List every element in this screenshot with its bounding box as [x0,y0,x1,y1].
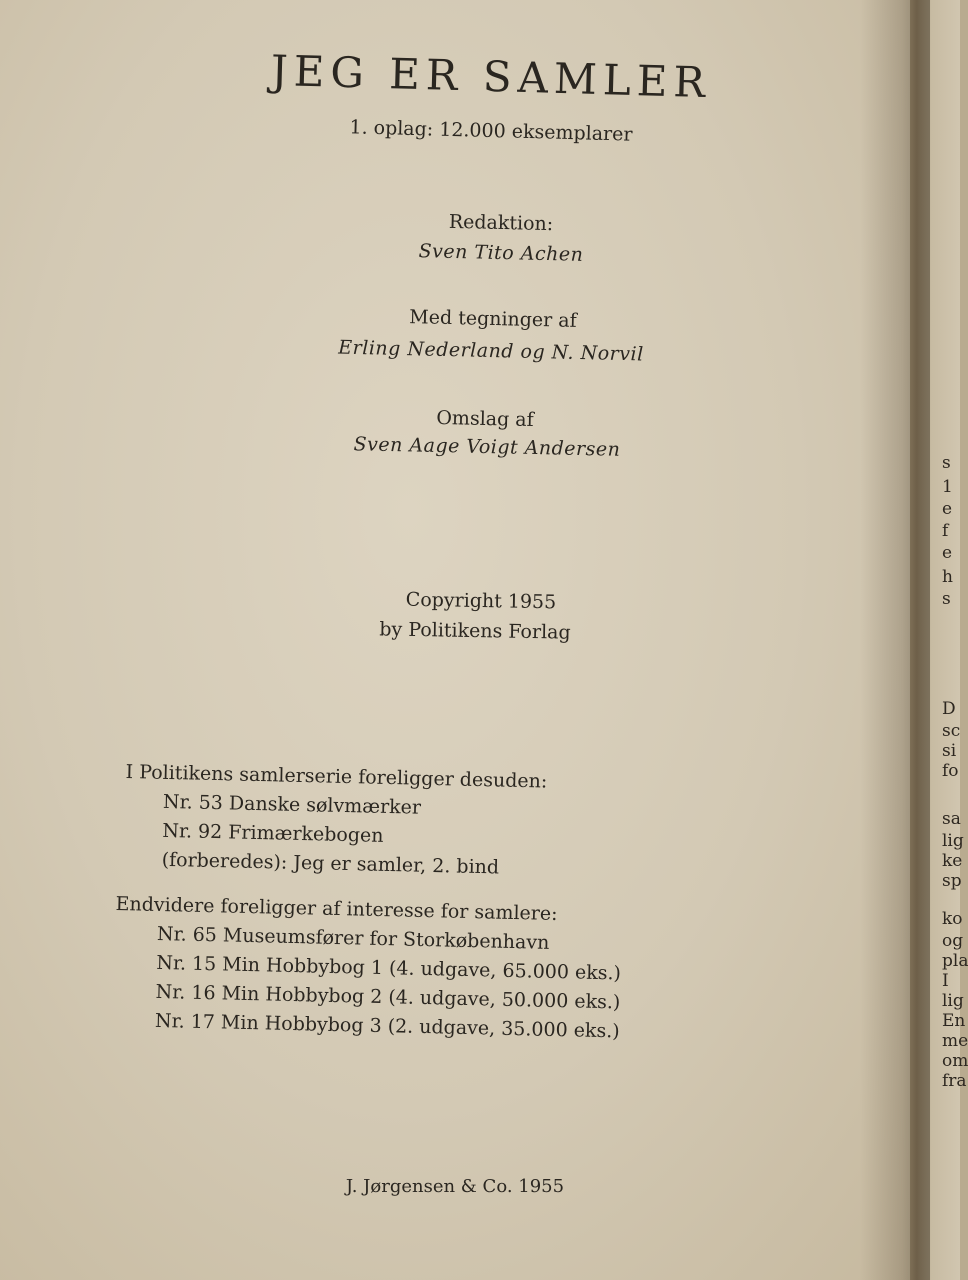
series-heading: I Politikens samlerserie foreligger desuden: [125,760,548,793]
other-item: Nr. 65 Museumsfører for Storkøbenhavn [156,922,550,954]
copyright-line: Copyright 1955 [405,588,557,614]
facing-text-fragment: si [942,741,957,761]
publisher-line: by Politikens Forlag [379,618,571,644]
facing-text-fragment: sp [942,871,962,891]
facing-text-fragment: ko [942,909,963,929]
editor-name: Sven Tito Achen [418,240,584,266]
facing-text-fragment: En [942,1011,966,1031]
facing-text-fragment: 1 [942,477,953,497]
facing-text-fragment: h [942,567,953,587]
facing-text-fragment: ke [942,851,963,871]
illustrator-names: Erling Nederland og N. Norvil [338,336,644,366]
edition-note: 1. oplag: 12.000 eksemplarer [349,116,633,146]
facing-text-fragment: f [942,521,949,541]
facing-text-fragment: lig [942,991,964,1011]
other-item: Nr. 17 Min Hobbybog 3 (2. udgave, 35.000 eks.) [154,1009,620,1043]
facing-text-fragment: pla [942,951,968,971]
series-item: Nr. 92 Frimærkebogen [162,819,384,847]
facing-text-fragment: I [942,971,949,991]
series-item: (forberedes): Jeg er samler, 2. bind [161,848,500,879]
book-title: JEG ER SAMLER [270,45,712,108]
facing-text-fragment: s [942,453,951,473]
facing-text-fragment: fo [942,761,959,781]
facing-text-fragment: sc [942,721,961,741]
cover-label: Omslag af [436,406,534,432]
other-heading: Endvidere foreligger af interesse for samlere: [115,892,558,926]
facing-text-fragment: me [942,1031,968,1051]
facing-text-fragment: D [942,699,956,719]
printer-imprint: J. Jørgensen & Co. 1955 [345,1176,565,1197]
illustrator-label: Med tegninger af [409,306,577,332]
other-titles-list [113,890,623,1046]
facing-text-fragment: lig [942,831,964,851]
facing-text-fragment: s [942,589,951,609]
other-item: Nr. 16 Min Hobbybog 2 (4. udgave, 50.000 eks.) [155,980,621,1014]
editor-label: Redaktion: [448,210,554,236]
facing-text-fragment: fra [942,1071,967,1091]
facing-text-fragment: e [942,499,953,519]
facing-text-fragment: og [942,931,964,951]
cover-artist-name: Sven Aage Voigt Andersen [353,433,621,461]
facing-page-edge [922,0,968,1280]
facing-text-fragment: om [942,1051,968,1071]
gutter-shadow [860,0,930,1280]
facing-text-fragment: sa [942,809,961,829]
series-list [123,758,547,884]
facing-text-fragment: e [942,543,953,563]
series-item: Nr. 53 Danske sølvmærker [162,790,422,819]
other-item: Nr. 15 Min Hobbybog 1 (4. udgave, 65.000 eks.) [156,951,622,985]
